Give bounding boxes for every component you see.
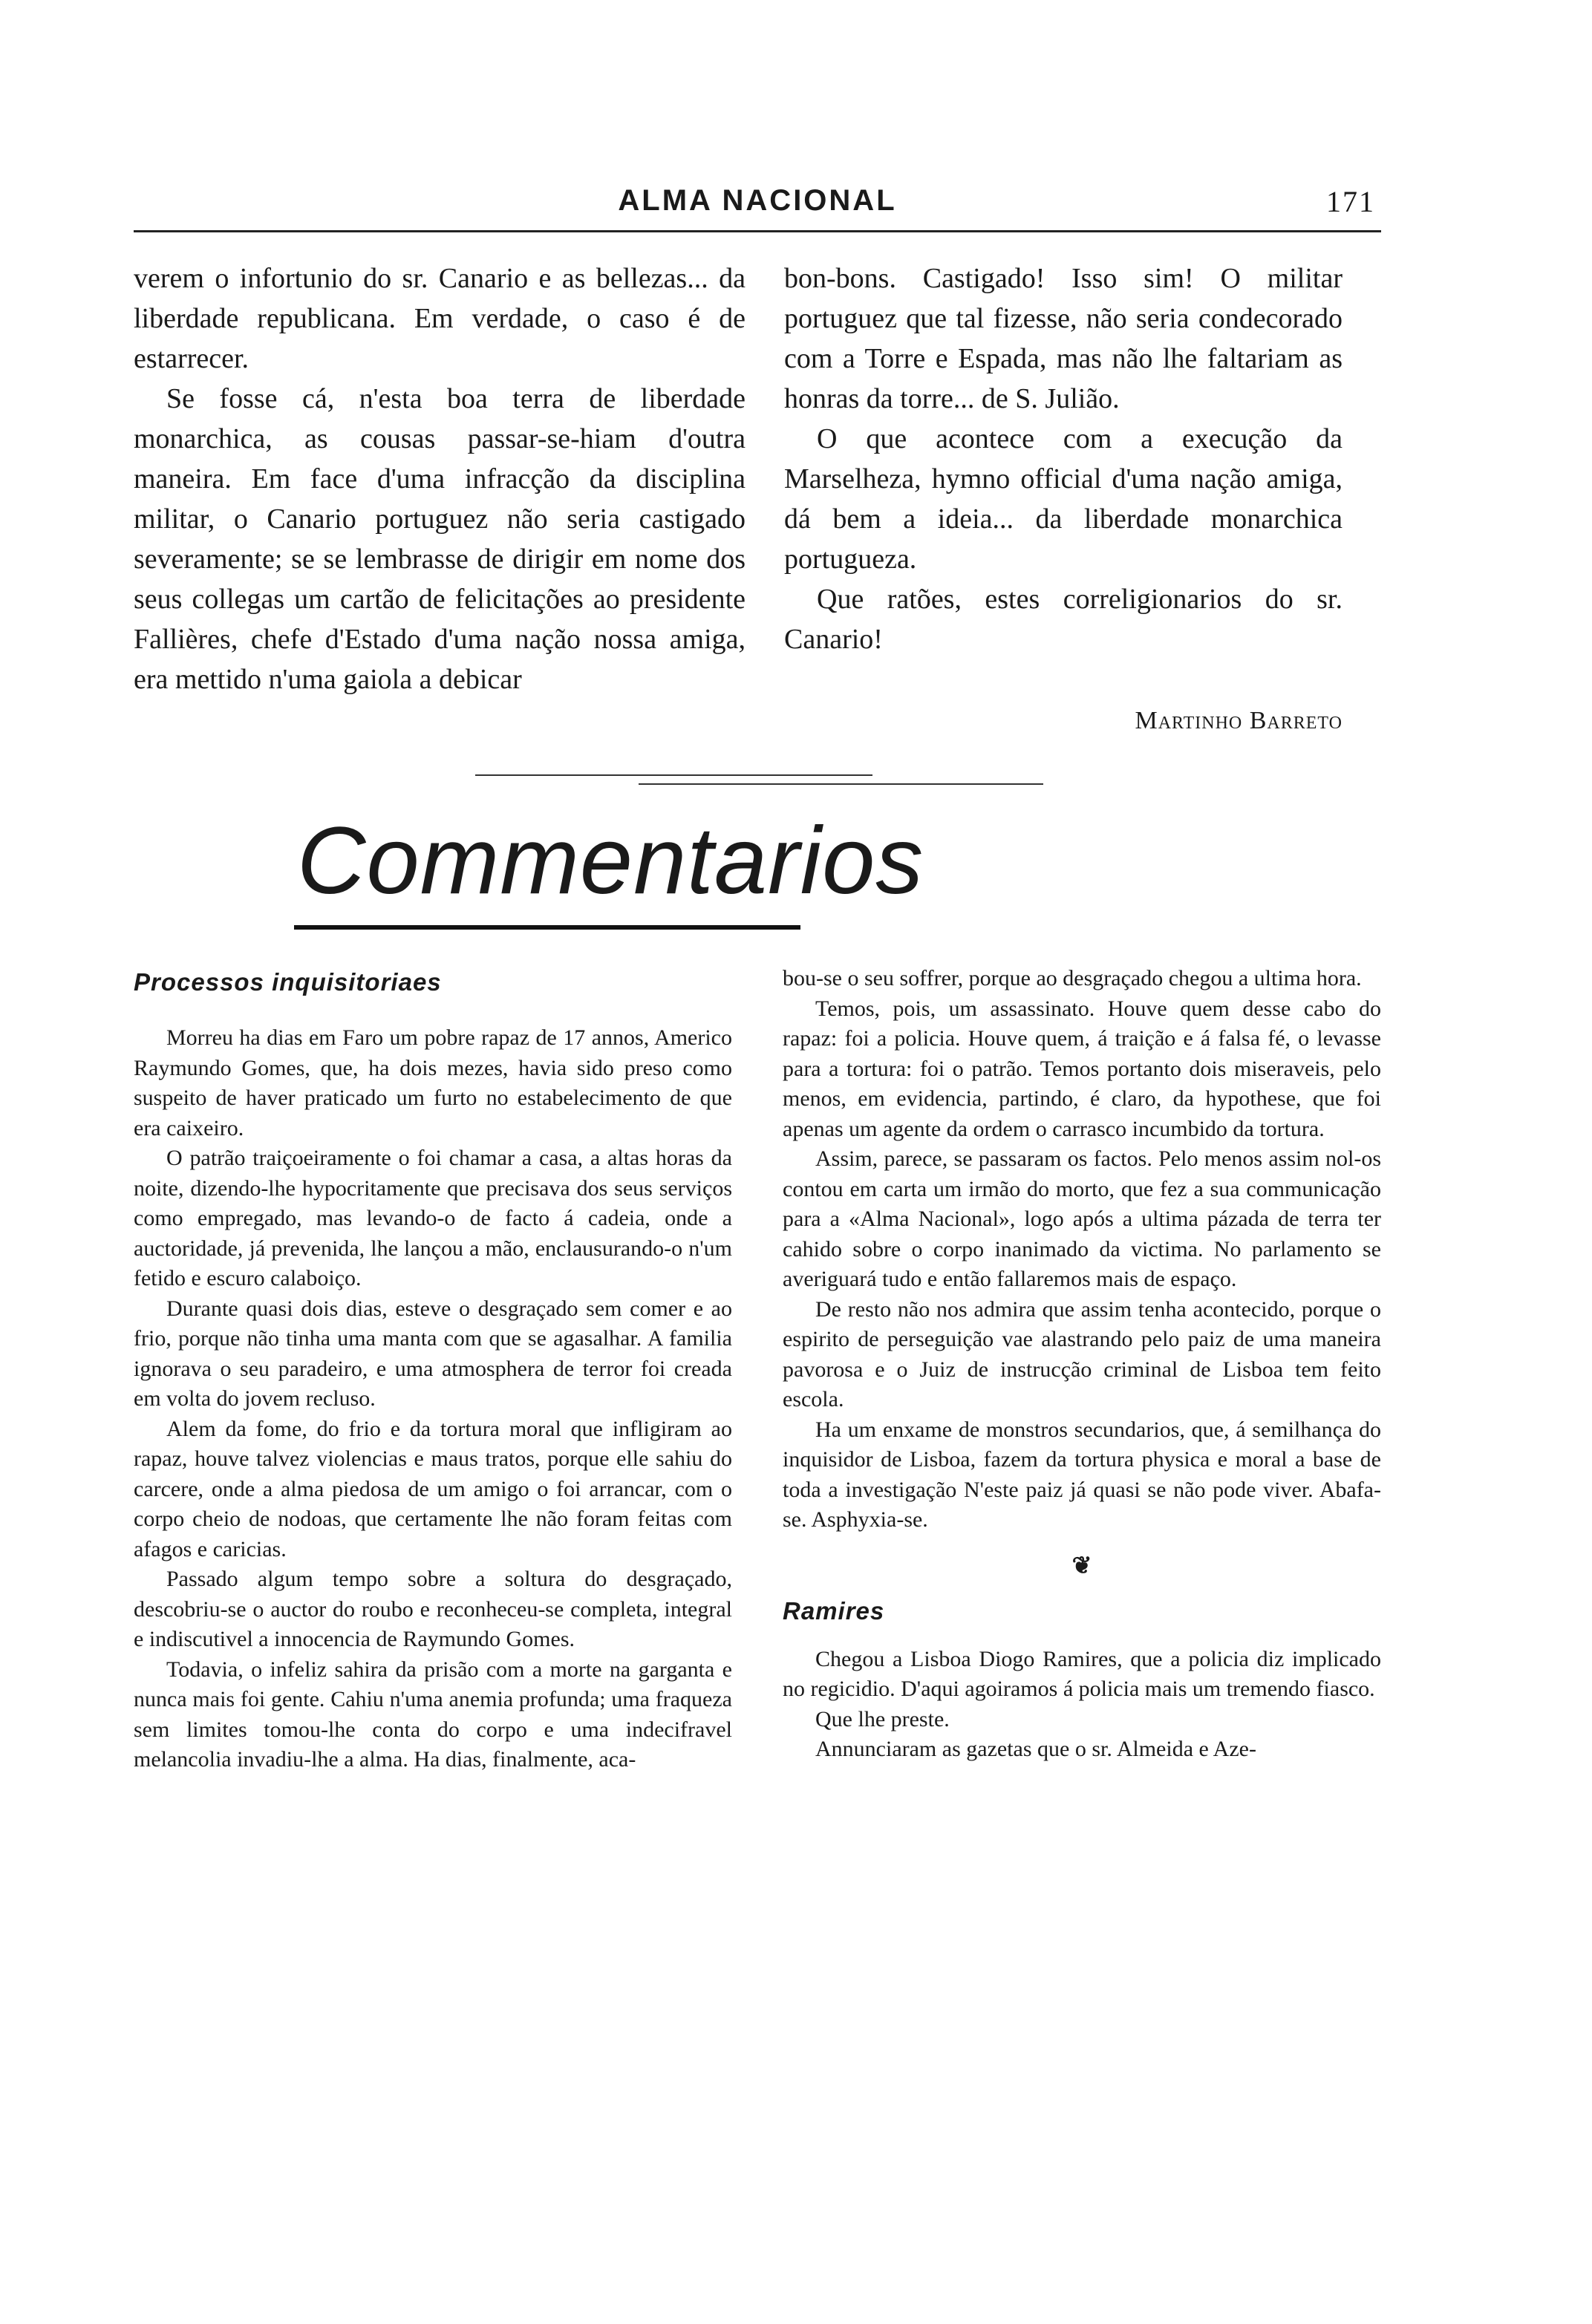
- ornament-icon: ❦: [1071, 1551, 1092, 1579]
- paragraph: De resto não nos admira que assim tenha acontecido, porque o espirito de perseguição vae alastrando pelo paiz de uma maneira pavorosa e o Juiz de instrucção criminal de Lisboa tem feito escola.: [783, 1296, 1381, 1411]
- author-signature: Martinho Barreto: [1135, 707, 1343, 734]
- top-article-right-column: [784, 258, 1343, 659]
- paragraph: Que lhe preste.: [815, 1706, 950, 1731]
- paragraph: Que ratões, estes correligionarios do sr. Canario!: [784, 584, 1343, 655]
- page-number: 171: [1326, 185, 1375, 218]
- paragraph: Annunciaram as gazetas que o sr. Almeida e Aze-: [815, 1737, 1256, 1761]
- separator-rule: [639, 783, 1043, 785]
- article-right-column: [783, 964, 1381, 1765]
- separator-rule: [475, 774, 872, 776]
- paragraph: Passado algum tempo sobre a soltura do desgraçado, descobriu-se o auctor do roubo e reconheceu-se completa, integral e indiscutivel a innocencia de Raymundo Gomes.: [134, 1567, 732, 1651]
- paragraph: Se fosse cá, n'esta boa terra de liberdade monarchica, as cousas passar-se-hiam d'outra maneira. Em face d'uma infracção da disciplina militar, o Canario portuguez não seria castigado severamente; se se lembrasse de dirigir em nome dos seus collegas um cartão de felicitações ao presidente Fallières, chefe d'Estado d'uma nação nossa amiga, era mettido n'uma gaiola a debicar: [134, 383, 746, 695]
- paragraph: O que acontece com a execução da Marselheza, hymno official d'uma nação amiga, dá bem a ideia... da liberdade monarchica portugueza.: [784, 423, 1343, 575]
- article-heading: Processos inquisitoriaes: [134, 968, 442, 996]
- journal-title: ALMA NACIONAL: [618, 184, 897, 217]
- paragraph: Temos, pois, um assassinato. Houve quem desse cabo do rapaz: foi a policia. Houve quem, á traição e á falsa fé, o levasse para a tortura: foi o patrão. Temos portanto dois miseraveis, pelo menos, em evidencia, partindo, é claro, da hypothese, que foi apenas um agente da ordem o carrasco incumbido da tortura.: [783, 996, 1381, 1141]
- article-heading: Ramires: [783, 1597, 885, 1625]
- paragraph: Morreu ha dias em Faro um pobre rapaz de 17 annos, Americo Raymundo Gomes, que, ha dois mezes, havia sido preso como suspeito de haver praticado um furto no estabelecimento de que era caixeiro.: [134, 1025, 732, 1140]
- paragraph: Todavia, o infeliz sahira da prisão com a morte na garganta e nunca mais foi gente. Cahiu n'uma anemia profunda; uma fraqueza sem limites tomou-lhe conta do corpo e uma indecifravel melancolia invadiu-lhe a alma. Ha dias, finalmente, aca-: [134, 1656, 732, 1772]
- title-underline: [294, 925, 800, 930]
- paragraph: Assim, parece, se passaram os factos. Pelo menos assim nol-os contou em carta um irmão do morto, que fez a sua communicação para a «Alma Nacional», logo após a ultima pázada de terra ter cahido sobre o corpo inanimado da victima. No parlamento se averiguará tudo e então fallaremos mais de espaço.: [783, 1146, 1381, 1291]
- paragraph: Alem da fome, do frio e da tortura moral que infligiram ao rapaz, houve talvez violencias e maus tratos, porque elle sahiu do carcere, onde a alma piedosa de um amigo o foi arrancar, com o corpo cheio de nodoas, que certamente lhe não foram feitas com afagos e caricias.: [134, 1416, 732, 1561]
- paragraph: Ha um enxame de monstros secundarios, que, á semilhança do inquisidor de Lisboa, fazem da tortura physica e moral a base de toda a investigação N'este paiz já quasi se não pode viver. Abafa-se. Asphyxia-se.: [783, 1417, 1381, 1532]
- paragraph: verem o infortunio do sr. Canario e as bellezas... da liberdade republicana. Em verdade, o caso é de estarrecer.: [134, 263, 746, 374]
- running-header: [134, 183, 1381, 232]
- paragraph: O patrão traiçoeiramente o foi chamar a casa, a altas horas da noite, dizendo-lhe hypocritamente que precisava dos seus serviços como empregado, mas levando-o de facto á cadeia, onde a auctoridade, já prevenida, lhe lançou a mão, enclausurando-o n'um fetido e escuro calaboiço.: [134, 1146, 732, 1290]
- paragraph: bon-bons. Castigado! Isso sim! O militar portuguez que tal fizesse, não seria condecorado com a Torre e Espada, mas não lhe faltariam as honras da torre... de S. Julião.: [784, 263, 1343, 414]
- article-left-column: [134, 1023, 732, 1775]
- paragraph: bou-se o seu soffrer, porque ao desgraçado chegou a ultima hora.: [783, 966, 1362, 990]
- paragraph: Chegou a Lisboa Diogo Ramires, que a policia diz implicado no regicidio. D'aqui agoiramos á policia mais um tremendo fiasco.: [783, 1646, 1381, 1701]
- section-title: Commentarios: [297, 808, 924, 914]
- top-article-left-column: [134, 258, 746, 699]
- paragraph: Durante quasi dois dias, esteve o desgraçado sem comer e ao frio, porque não tinha uma manta com que se agasalhar. A familia ignorava o seu paradeiro, e uma atmosphera de terror foi creada em volta do jovem recluso.: [134, 1296, 732, 1411]
